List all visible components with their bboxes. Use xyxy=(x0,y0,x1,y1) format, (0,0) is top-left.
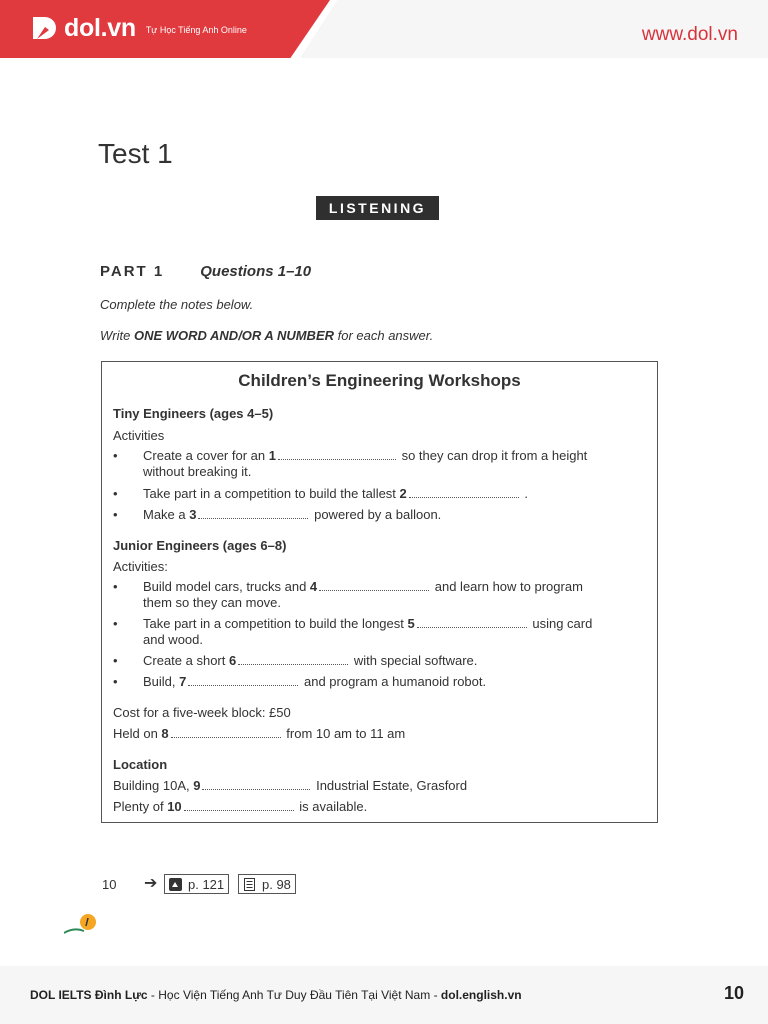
dol-logo-icon xyxy=(30,13,60,43)
site-url-link[interactable]: www.dol.vn xyxy=(641,24,738,45)
bullet-icon: • xyxy=(113,616,118,631)
plenty-line: Plenty of 10 is available. xyxy=(113,799,368,814)
bullet-icon: • xyxy=(113,507,118,522)
question-number: 3 xyxy=(189,507,197,522)
bullet-icon: • xyxy=(113,486,118,501)
cost-line: Cost for a five-week block: £50 xyxy=(113,705,291,720)
instruction-bold: ONE WORD AND/OR A NUMBER xyxy=(133,328,334,343)
answer-gap-6[interactable] xyxy=(238,655,348,665)
book-page-number: 10 xyxy=(102,877,117,892)
answer-gap-4[interactable] xyxy=(319,581,429,591)
answer-gap-2[interactable] xyxy=(409,488,519,498)
answer-gap-3[interactable] xyxy=(198,509,308,519)
audio-script-ref[interactable]: p. 121 xyxy=(164,874,229,894)
part-heading xyxy=(100,263,311,280)
question-number: 4 xyxy=(309,579,318,594)
question-number: 10 xyxy=(167,799,182,814)
arrow-icon: ➔ xyxy=(144,875,158,892)
question-number: 1 xyxy=(268,448,276,463)
bullet-icon: • xyxy=(113,674,118,689)
document-icon xyxy=(243,878,256,891)
page-footer xyxy=(0,966,768,1024)
bullet-icon: • xyxy=(113,579,118,594)
junior-subheading: Activities: xyxy=(113,559,168,574)
answer-gap-9[interactable] xyxy=(202,780,310,790)
junior-heading: Junior Engineers (ages 6–8) xyxy=(113,538,287,553)
footer-page-number: 10 xyxy=(723,983,744,1003)
tiny-subheading: Activities xyxy=(113,428,165,443)
answer-gap-1[interactable] xyxy=(278,450,396,460)
list-item: Build model cars, trucks and 4 and learn how to program them so they can move. xyxy=(143,579,583,610)
question-number: 5 xyxy=(407,616,415,631)
logo-text: dol.vn xyxy=(64,13,136,42)
logo-tagline: Tự Học Tiếng Anh Online xyxy=(145,25,247,35)
instruction-complete: Complete the notes below. xyxy=(100,297,254,312)
question-number: 9 xyxy=(193,778,201,793)
answer-gap-10[interactable] xyxy=(184,801,294,811)
footer-brand: DOL IELTS Đình Lực xyxy=(30,988,148,1002)
instruction-write: Write ONE WORD AND/OR A NUMBER for each answer. xyxy=(100,328,434,343)
notes-title: Children’s Engineering Workshops xyxy=(238,371,521,390)
list-item: Take part in a competition to build the longest 5 using card and wood. xyxy=(143,616,593,647)
question-number: 2 xyxy=(399,486,407,501)
bullet-icon: • xyxy=(113,653,118,668)
list-item: Make a 3 powered by a balloon. xyxy=(143,507,442,522)
footer-text: DOL IELTS Đình Lực - Học Viện Tiếng Anh Tư Duy Đầu Tiên Tại Việt Nam - dol.english.vn xyxy=(30,988,522,1002)
footer-site-link[interactable]: dol.english.vn xyxy=(440,988,522,1002)
answer-key-ref[interactable]: p. 98 xyxy=(238,874,296,894)
decorative-leaf-icon xyxy=(64,913,100,935)
question-number: 6 xyxy=(229,653,237,668)
list-item: Create a cover for an 1 so they can drop it from a height without breaking it. xyxy=(143,448,588,479)
bullet-icon: • xyxy=(113,448,118,463)
question-number: 8 xyxy=(161,726,169,741)
part-label: PART 1 xyxy=(100,263,165,280)
tiny-heading: Tiny Engineers (ages 4–5) xyxy=(113,406,274,421)
location-heading: Location xyxy=(113,757,168,772)
questions-label: Questions 1–10 xyxy=(200,263,312,280)
section-badge: LISTENING xyxy=(316,196,439,220)
notes-box xyxy=(101,361,658,823)
audio-script-icon xyxy=(169,878,182,891)
dol-logo[interactable] xyxy=(30,13,247,43)
list-item: Take part in a competition to build the tallest 2 . xyxy=(143,486,529,501)
held-line: Held on 8 from 10 am to 11 am xyxy=(113,726,406,741)
list-item: Build, 7 and program a humanoid robot. xyxy=(143,674,487,689)
test-title: Test 1 xyxy=(98,138,173,169)
list-item: Create a short 6 with special software. xyxy=(143,653,478,668)
page-header xyxy=(0,0,768,58)
question-number: 7 xyxy=(179,674,187,689)
answer-gap-5[interactable] xyxy=(417,618,527,628)
footer-desc: Học Viện Tiếng Anh Tư Duy Đầu Tiên Tại Việt Nam xyxy=(158,988,431,1002)
answer-gap-8[interactable] xyxy=(171,728,281,738)
answer-gap-7[interactable] xyxy=(188,676,298,686)
building-line: Building 10A, 9 Industrial Estate, Grasford xyxy=(113,778,468,793)
